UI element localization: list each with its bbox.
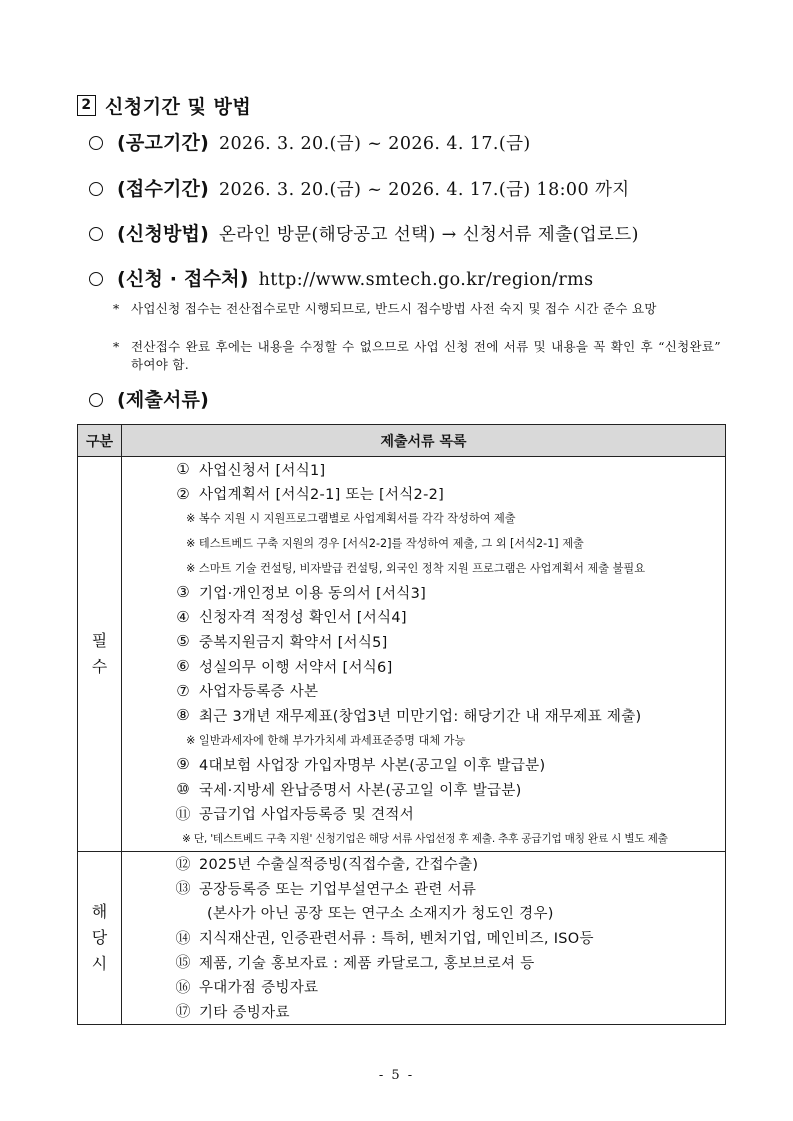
item-text: 사업계획서 [서식2-1] 또는 [서식2-2] xyxy=(199,487,445,504)
document-list-item xyxy=(122,801,725,826)
item-continuation: (본사가 아닌 공장 또는 연구소 소재지가 청도인 경우) xyxy=(207,906,554,923)
category-char: 시 xyxy=(91,953,108,973)
circle-bullet-icon xyxy=(89,182,103,196)
item-number: ⑰ xyxy=(175,1002,191,1021)
documents-table xyxy=(77,424,726,1025)
circle-bullet-icon xyxy=(89,136,103,150)
item-number: ⑮ xyxy=(175,953,191,972)
item-text: 중복지원금지 확약서 [서식5] xyxy=(199,634,388,651)
document-list-item xyxy=(122,654,725,679)
item-text: 사업신청서 [서식1] xyxy=(199,462,326,479)
item-number: ④ xyxy=(176,607,190,626)
document-list-item xyxy=(122,678,725,703)
item-text: 4대보험 사업장 가입자명부 사본(공고일 이후 발급분) xyxy=(199,757,546,774)
section-heading xyxy=(77,92,251,119)
bullet-value: 2026. 3. 20.(금) ~ 2026. 4. 17.(금) xyxy=(218,134,531,154)
category-char: 해 xyxy=(91,901,108,921)
document-list-item xyxy=(122,580,725,605)
note-1 xyxy=(113,300,721,318)
page-number: - 5 - xyxy=(378,1068,415,1083)
document-list-item xyxy=(122,752,725,777)
note-2 xyxy=(113,338,721,374)
note-mark: * xyxy=(113,339,120,354)
item-number: ① xyxy=(176,460,190,479)
category-char: 당 xyxy=(91,927,108,947)
document-list-item xyxy=(122,482,725,507)
category-required xyxy=(78,457,122,852)
bullet-label: (공고기간) xyxy=(117,132,209,154)
item-note: ※ 일반과세자에 한해 부가가치세 과세표준증명 대체 가능 xyxy=(186,733,466,747)
document-list-item xyxy=(122,852,725,877)
document-list-item xyxy=(122,457,725,482)
document-list-item xyxy=(122,974,725,999)
item-number: ⑦ xyxy=(176,681,190,700)
category-applicable xyxy=(78,851,122,1024)
item-number: ⑪ xyxy=(175,804,191,823)
item-number: ⑧ xyxy=(176,706,190,725)
item-text: 기타 증빙자료 xyxy=(199,1004,290,1021)
item-number: ⑩ xyxy=(176,780,190,799)
bullet-value: 온라인 방문(해당공고 선택) → 신청서류 제출(업로드) xyxy=(218,225,639,245)
item-text: 국세·지방세 완납증명서 사본(공고일 이후 발급분) xyxy=(199,782,522,799)
document-list-item xyxy=(122,999,725,1024)
bullet-value: 2026. 3. 20.(금) ~ 2026. 4. 17.(금) 18:00 까지 xyxy=(218,180,630,200)
header-documents: 제출서류 목록 xyxy=(122,425,726,457)
document-list-item xyxy=(122,876,725,901)
bullet-application-method xyxy=(89,219,639,246)
bullet-label: (제출서류) xyxy=(117,389,209,411)
section-number-box: 2 xyxy=(77,95,96,116)
bullet-label: (접수기간) xyxy=(117,178,209,200)
applicable-documents-cell xyxy=(122,851,726,1024)
item-text: 제품, 기술 홍보자료 : 제품 카달로그, 홍보브로셔 등 xyxy=(199,955,535,972)
item-text: 공장등록증 또는 기업부설연구소 관련 서류 xyxy=(199,881,477,898)
document-list-item xyxy=(122,777,725,802)
item-number: ⑤ xyxy=(176,632,190,651)
document-list-item xyxy=(122,629,725,654)
note-mark: * xyxy=(113,301,120,316)
bullet-label: (신청 · 접수처) xyxy=(117,268,249,290)
item-number: ⑨ xyxy=(176,755,190,774)
header-category: 구분 xyxy=(78,425,122,457)
item-note: ※ 스마트 기술 컨설팅, 비자발급 컨설팅, 외국인 정착 지원 프로그램은 사업계획서 제출 불필요 xyxy=(186,561,646,575)
item-text: 성실의무 이행 서약서 [서식6] xyxy=(199,659,393,676)
item-text: 지식재산권, 인증관련서류 : 특허, 벤처기업, 메인비즈, ISO등 xyxy=(199,931,594,948)
document-list-item xyxy=(122,703,725,728)
item-number: ⑬ xyxy=(175,879,191,898)
table-row-required xyxy=(78,457,726,852)
category-char: 수 xyxy=(91,656,108,676)
bullet-submission-documents xyxy=(89,385,219,412)
circle-bullet-icon xyxy=(89,272,103,286)
item-text: 사업자등록증 사본 xyxy=(199,684,319,701)
item-number: ⑯ xyxy=(175,977,191,996)
note-text: 사업신청 접수는 전산접수로만 시행되므로, 반드시 접수방법 사전 숙지 및 접수 시간 준수 요망 xyxy=(131,301,657,316)
bullet-announcement-period xyxy=(89,128,531,155)
table-row-applicable xyxy=(78,851,726,1024)
bullet-reception-period xyxy=(89,174,630,201)
circle-bullet-icon xyxy=(89,227,103,241)
item-text: 공급기업 사업자등록증 및 견적서 xyxy=(199,807,415,824)
circle-bullet-icon xyxy=(89,393,103,407)
item-text: 우대가점 증빙자료 xyxy=(199,980,319,997)
note-text: 전산접수 완료 후에는 내용을 수정할 수 없으므로 사업 신청 전에 서류 및 내용을 꼭 확인 후 “신청완료” 하여야 함. xyxy=(131,339,721,372)
document-list-item xyxy=(122,950,725,975)
item-text: 최근 3개년 재무제표(창업3년 미만기업: 해당기간 내 재무제표 제출) xyxy=(199,708,642,725)
category-char: 필 xyxy=(91,630,108,650)
table-header-row xyxy=(78,425,726,457)
item-text: 기업·개인정보 이용 동의서 [서식3] xyxy=(199,585,427,602)
item-number: ⑭ xyxy=(175,928,191,947)
document-list-item xyxy=(122,605,725,630)
section-title: 신청기간 및 방법 xyxy=(105,96,252,118)
bullet-label: (신청방법) xyxy=(117,223,209,245)
item-text: 2025년 수출실적증빙(직접수출, 간접수출) xyxy=(199,857,479,874)
application-url-link[interactable]: http://www.smtech.go.kr/region/rms xyxy=(258,270,594,290)
required-documents-cell xyxy=(122,457,726,852)
item-text: 신청자격 적정성 확인서 [서식4] xyxy=(199,610,407,627)
item-note: ※ 복수 지원 시 지원프로그램별로 사업계획서를 각각 작성하여 제출 xyxy=(186,512,516,526)
bullet-application-place xyxy=(89,264,593,291)
item-number: ⑥ xyxy=(176,657,190,676)
item-number: ② xyxy=(176,484,190,503)
item-note: ※ 테스트베드 구축 지원의 경우 [서식2-2]를 작성하여 제출, 그 외 [서식2-1] 제출 xyxy=(186,537,584,551)
document-list-item xyxy=(122,925,725,950)
item-number: ③ xyxy=(176,583,190,602)
item-number: ⑫ xyxy=(175,854,191,873)
item-note: ※ 단, '테스트베드 구축 지원' 신청기업은 해당 서류 사업선정 후 제출. 추후 공급기업 매칭 완료 시 별도 제출 xyxy=(182,832,668,845)
